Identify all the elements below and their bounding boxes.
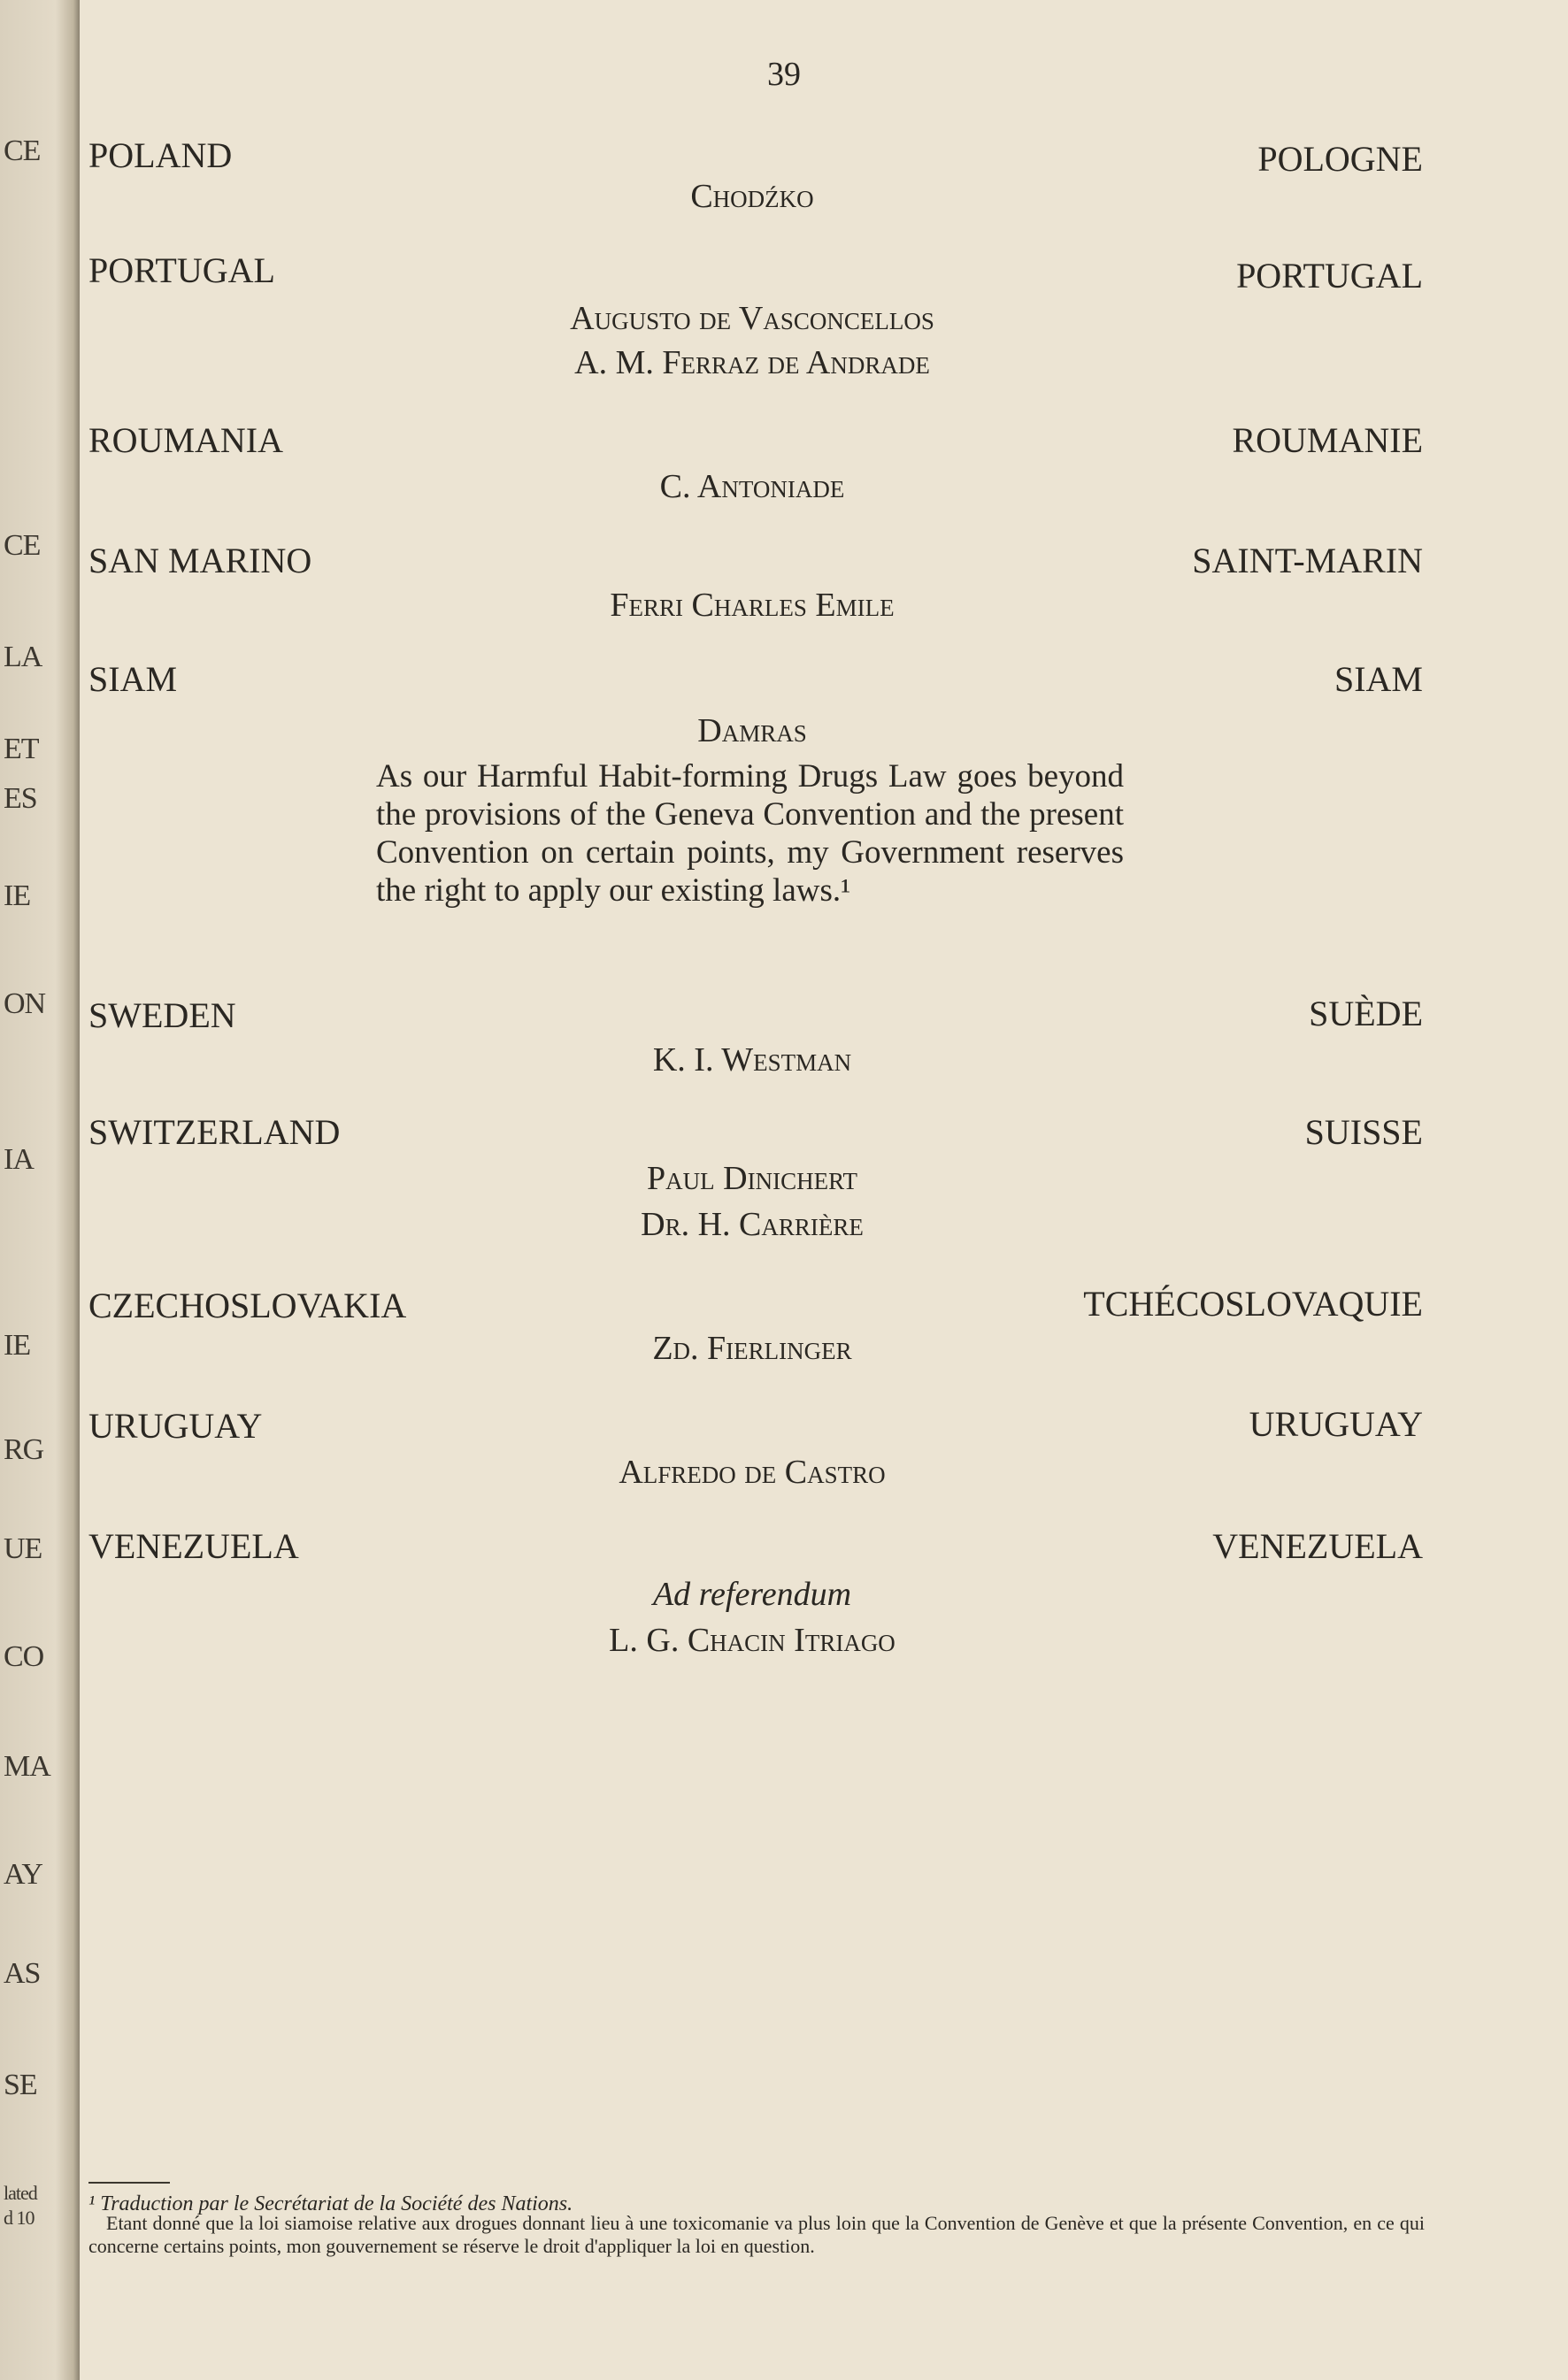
- gutter-fragment: CE: [4, 134, 41, 167]
- country-name-english: VENEZUELA: [88, 1526, 299, 1566]
- signatory-name: Alfredo de Castro: [619, 1454, 886, 1491]
- country-name-english: CZECHOSLOVAKIA: [88, 1286, 407, 1325]
- signatory-name: Ferri Charles Emile: [610, 587, 895, 624]
- page-number: 39: [767, 56, 801, 93]
- gutter-fragment: UE: [4, 1532, 42, 1565]
- gutter-fragment: CO: [4, 1640, 44, 1673]
- footnote-translation-note: ¹ Traduction par le Secrétariat de la Société des Nations.: [88, 2192, 573, 2215]
- country-name-english: SIAM: [88, 659, 178, 699]
- country-name-french: PORTUGAL: [1236, 256, 1423, 296]
- gutter-fragment: AS: [4, 1957, 41, 1990]
- country-name-french: SUISSE: [1304, 1112, 1423, 1152]
- gutter-fragment: MA: [4, 1750, 50, 1783]
- footnote-french-translation: Etant donné que la loi siamoise relative aux drogues donnant lieu à une toxicomanie va plus loin que la Convention de Genève et que la présente Convention, en ce qui concerne certains points, mon gouvernement se réserve le droit d'appliquer la loi en question.: [88, 2212, 1425, 2257]
- country-name-french: ROUMANIE: [1232, 420, 1423, 460]
- gutter-fragment: ON: [4, 987, 46, 1020]
- country-name-french: URUGUAY: [1249, 1404, 1423, 1444]
- country-name-french: SUÈDE: [1309, 994, 1423, 1033]
- signatory-name: A. M. Ferraz de Andrade: [574, 344, 930, 381]
- signatory-name: Chodźko: [690, 178, 814, 215]
- country-name-english: URUGUAY: [88, 1406, 263, 1446]
- signatory-name: Zd. Fierlinger: [652, 1330, 852, 1367]
- gutter-fragment: IA: [4, 1143, 34, 1176]
- gutter-fragment: CE: [4, 529, 41, 562]
- ad-referendum-note: Ad referendum: [652, 1576, 852, 1613]
- gutter-fragment: SE: [4, 2069, 37, 2101]
- country-name-english: SAN MARINO: [88, 541, 312, 580]
- gutter-fragment: d 10: [4, 2207, 35, 2229]
- country-name-french: SAINT-MARIN: [1192, 541, 1423, 580]
- signatory-name: Augusto de Vasconcellos: [570, 300, 934, 337]
- country-name-english: SWITZERLAND: [88, 1112, 341, 1152]
- signatory-name: Paul Dinichert: [647, 1160, 857, 1197]
- signatory-name: L. G. Chacin Itriago: [609, 1622, 895, 1659]
- country-name-french: VENEZUELA: [1212, 1526, 1423, 1566]
- country-name-english: POLAND: [88, 135, 233, 175]
- reservation-text: As our Harmful Habit-forming Drugs Law goes beyond the provisions of the Geneva Convention and the present Convention on certain points, my Government reserves the right to apply our existing laws.¹: [376, 758, 1124, 909]
- gutter-fragment: AY: [4, 1858, 42, 1891]
- gutter-fragment: RG: [4, 1433, 44, 1466]
- country-name-english: PORTUGAL: [88, 250, 275, 290]
- signatory-name: C. Antoniade: [659, 468, 845, 505]
- country-name-french: TCHÉCOSLOVAQUIE: [1083, 1284, 1423, 1324]
- country-name-french: SIAM: [1334, 659, 1423, 699]
- binding-gutter: [0, 0, 80, 2380]
- signatory-name: K. I. Westman: [652, 1041, 852, 1079]
- signatory-name: Damras: [697, 712, 807, 749]
- country-name-english: ROUMANIA: [88, 420, 283, 460]
- gutter-fragment: ET: [4, 733, 39, 765]
- gutter-fragment: lated: [4, 2182, 37, 2204]
- footnote-rule: [88, 2182, 170, 2184]
- gutter-fragment: ES: [4, 782, 37, 815]
- country-name-english: SWEDEN: [88, 995, 236, 1035]
- signatory-name: Dr. H. Carrière: [641, 1206, 864, 1243]
- gutter-fragment: LA: [4, 641, 42, 673]
- gutter-fragment: IE: [4, 1329, 31, 1362]
- country-name-french: POLOGNE: [1257, 139, 1423, 179]
- gutter-fragment: IE: [4, 879, 31, 912]
